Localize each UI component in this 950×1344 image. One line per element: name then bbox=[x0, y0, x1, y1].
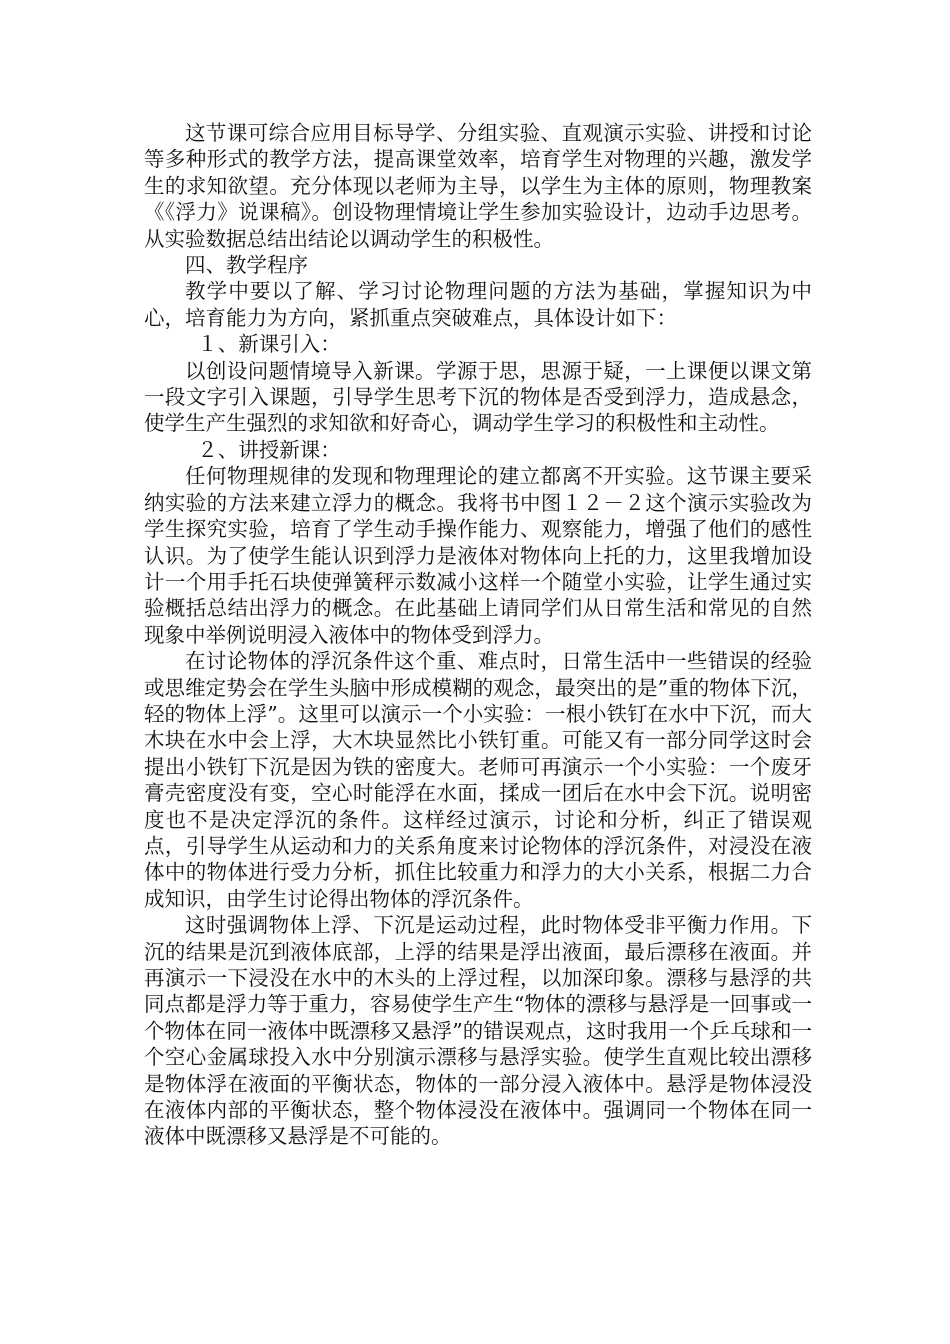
paragraph-buoyancy-concept: 任何物理规律的发现和物理理论的建立都离不开实验。这节课主要采纳实验的方法来建立浮力的概念。我将书中图１２－２这个演示实验改为学生探究实验，培育了学生动手操作能力、观察能力，增强了他们的感性认识。为了使学生能认识到浮力是液体对物体向上托的力，这里我增加设计一个用手托石块使弹簧秤示数减小这样一个随堂小实验，让学生通过实验概括总结出浮力的概念。在此基础上请同学们从日常生活和常见的自然现象中举例说明浸入液体中的物体受到浮力。 bbox=[144, 464, 812, 647]
subheading-teach-new-lesson: ２、讲授新课： bbox=[197, 437, 341, 462]
section-heading-teaching-procedure: 四、教学程序 bbox=[185, 253, 308, 278]
document-page bbox=[144, 120, 812, 1150]
paragraph-teaching-methods: 这节课可综合应用目标导学、分组实验、直观演示实验、讲授和讨论等多种形式的教学方法，提高课堂效率，培育学生对物理的兴趣，激发学生的求知欲望。充分体现以老师为主导，以学生为主体的原则，物理教案《《浮力》说课稿》。创设物理情境让学生参加实验设计，边动手边思考。从实验数据总结出结论以调动学生的积极性。 bbox=[144, 121, 812, 251]
paragraph-floating-suspension: 这时强调物体上浮、下沉是运动过程，此时物体受非平衡力作用。下沉的结果是沉到液体底部，上浮的结果是浮出液面，最后漂移在液面。并再演示一下浸没在水中的木头的上浮过程，以加深印象。漂移与悬浮的共同点都是浮力等于重力，容易使学生产生“物体的漂移与悬浮是一回事或一个物体在同一液体中既漂移又悬浮”的错误观点，这时我用一个乒乓球和一个空心金属球投入水中分别演示漂移与悬浮实验。使学生直观比较出漂移是物体浮在液面的平衡状态，物体的一部分浸入液体中。悬浮是物体浸没在液体内部的平衡状态，整个物体浸没在液体中。强调同一个物体在同一液体中既漂移又悬浮是不可能的。 bbox=[144, 913, 812, 1149]
subheading-new-lesson-intro: １、新课引入： bbox=[197, 332, 341, 357]
paragraph-sink-float-conditions: 在讨论物体的浮沉条件这个重、难点时，日常生活中一些错误的经验或思维定势会在学生头脑中形成模糊的观念，最突出的是”重的物体下沉，轻的物体上浮”。这里可以演示一个小实验：一根小铁钉在水中下沉，而大木块在水中会上浮，大木块显然比小铁钉重。可能又有一部分同学这时会提出小铁钉下沉是因为铁的密度大。老师可再演示一个小实验：一个废牙膏壳密度没有变，空心时能浮在水面，揉成一团后在水中会下沉。说明密度也不是决定浮沉的条件。这样经过演示，讨论和分析，纠正了错误观点，引导学生从运动和力的关系角度来讨论物体的浮沉条件，对浸没在液体中的物体进行受力分析，抓住比较重力和浮力的大小关系，根据二力合成知识，由学生讨论得出物体的浮沉条件。 bbox=[144, 649, 812, 911]
paragraph-new-lesson-intro: 以创设问题情境导入新课。学源于思，思源于疑，一上课便以课文第一段文字引入课题，引导学生思考下沉的物体是否受到浮力，造成悬念，使学生产生强烈的求知欲和好奇心，调动学生学习的积极性和主动性。 bbox=[144, 358, 812, 436]
paragraph-procedure-intro: 教学中要以了解、学习讨论物理问题的方法为基础，掌握知识为中心，培育能力为方向，紧抓重点突破难点，具体设计如下： bbox=[144, 279, 812, 330]
